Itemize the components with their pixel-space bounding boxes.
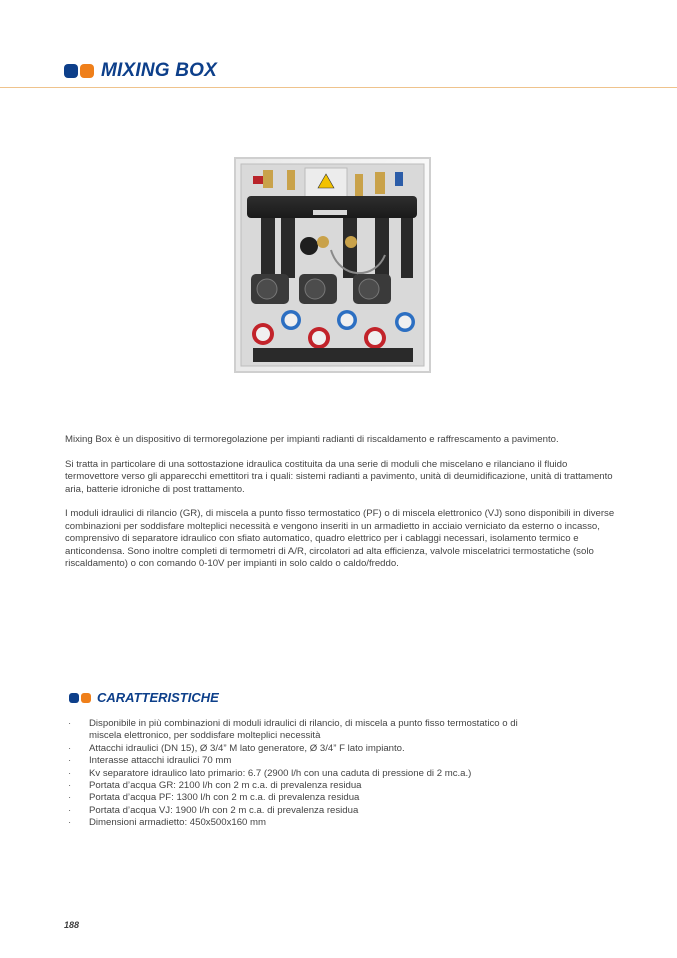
- list-item: · Attacchi idraulici (DN 15), Ø 3/4” M lato generatore, Ø 3/4” F lato impianto.: [66, 743, 546, 755]
- header-divider: [0, 87, 677, 88]
- mixing-box-photo: [225, 150, 440, 380]
- intro-paragraph: I moduli idraulici di rilancio (GR), di miscela a punto fisso termostatico (PF) o di miscela elettronico (VJ) sono disponibili in diverse combinazioni per soddisfare molteplici necessità e vengono inseriti in un armadietto in acciaio verniciato da esterno o incasso, comprensivo di separatore idraulico con sfiato automatico, quadro elettrico per i cablaggi necessari, isolamento termico e anticondensa. Sono inoltre completi di termometri di A/R, circolatori ad alta efficienza, valvole miscelatrici termostatiche (solo riscaldamento) o con comando 0-10V per impianti in solo caldo o caldo/freddo.: [65, 508, 615, 570]
- intro-text: [65, 434, 615, 583]
- list-item: · Disponibile in più combinazioni di moduli idraulici di rilancio, di miscela a punto fisso termostatico o di miscela elettronico, per soddisfare molteplici necessità: [66, 718, 546, 743]
- list-item: · Portata d’acqua GR: 2100 l/h con 2 m c.a. di prevalenza residua: [66, 780, 546, 792]
- intro-paragraph: Si tratta in particolare di una sottostazione idraulica costituita da una serie di moduli che miscelano e rilanciano il fluido termovettore verso gli apparecchi emettitori tra i quali: sistemi radianti a pavimento, unità di deumidificazione, unità di trattamento aria, batterie idroniche di post trattamento.: [65, 458, 613, 495]
- brand-square-blue-icon: [69, 693, 79, 703]
- brand-square-orange-icon: [80, 64, 94, 78]
- list-item: · Portata d’acqua PF: 1300 l/h con 2 m c.a. di prevalenza residua: [66, 792, 546, 804]
- list-item: · Dimensioni armadietto: 450x500x160 mm: [66, 817, 546, 829]
- features-list: [66, 718, 546, 830]
- list-item: · Interasse attacchi idraulici 70 mm: [66, 755, 546, 767]
- intro-paragraph: Mixing Box è un dispositivo di termoregolazione per impianti radianti di riscaldamento e raffrescamento a pavimento.: [65, 434, 559, 445]
- list-item: · Kv separatore idraulico lato primario: 6.7 (2900 l/h con una caduta di pressione di 2 mc.a.): [66, 768, 546, 780]
- features-title: CARATTERISTICHE: [97, 690, 219, 705]
- page-number: 188: [64, 920, 80, 930]
- section-header: [64, 60, 217, 82]
- brand-square-blue-icon: [64, 64, 78, 78]
- page-title: MIXING BOX: [101, 60, 218, 81]
- list-item: · Portata d’acqua VJ: 1900 l/h con 2 m c.a. di prevalenza residua: [66, 805, 546, 817]
- brand-square-orange-icon: [81, 693, 91, 703]
- features-header: [69, 690, 219, 705]
